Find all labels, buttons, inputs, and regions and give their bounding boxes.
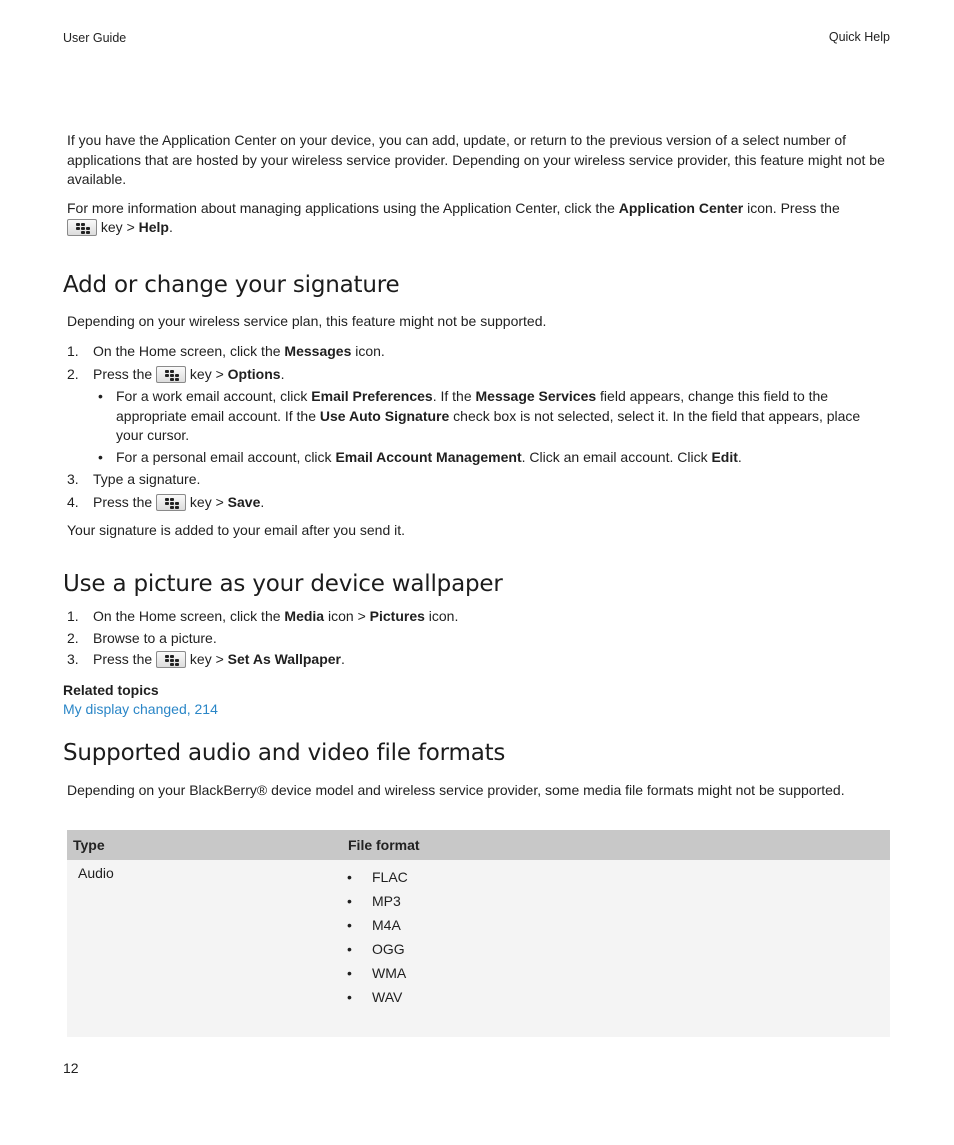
intro-help-paragraph: For more information about managing applications using the Application Center, click the Application Center icon. Press the key > Help. (67, 199, 840, 235)
page-number: 12 (63, 1060, 79, 1076)
column-header-type: Type (67, 830, 342, 860)
formats-note: Depending on your BlackBerry® device model and wireless service provider, some media file formats might not be supported. (67, 782, 845, 798)
save-label: Save (227, 493, 261, 510)
column-header-file-format: File format (342, 830, 890, 860)
signature-result: Your signature is added to your email after you send it. (67, 522, 406, 538)
list-item: • WMA (347, 965, 407, 981)
blackberry-menu-key-icon (156, 651, 186, 668)
format-cell (342, 860, 890, 1037)
set-as-wallpaper-label: Set As Wallpaper (227, 651, 341, 667)
application-center-label: Application Center (618, 199, 744, 216)
blackberry-menu-key-icon (67, 219, 97, 236)
list-item: • MP3 (347, 893, 401, 909)
signature-note: Depending on your wireless service plan, this feature might not be supported. (67, 313, 547, 329)
sub-bullet-item: • For a personal email account, click Email Account Management. Click an email account. Click Edit. (98, 448, 742, 465)
list-item: • WAV (347, 989, 403, 1005)
table-row (67, 860, 890, 1037)
intro-section (67, 131, 889, 238)
step-item: 1. On the Home screen, click the Messages icon. (67, 343, 385, 359)
step-item: 3. Press the key > Set As Wallpaper. (67, 651, 345, 667)
pictures-label: Pictures (369, 608, 425, 624)
related-topics-heading: Related topics (63, 682, 159, 698)
media-label: Media (284, 608, 325, 624)
messages-label: Messages (284, 343, 352, 359)
wallpaper-steps (67, 607, 889, 670)
step-item: 2. Press the key > Options. (67, 365, 285, 382)
formats-table (67, 830, 890, 1037)
wallpaper-section-title: Use a picture as your device wallpaper (63, 571, 503, 597)
intro-paragraph: If you have the Application Center on your device, you can add, update, or return to the previous version of a select number of applications that are hosted by your wireless service provider. Depending on your wireless service provider, this feature might not be available. (67, 132, 885, 187)
signature-steps (67, 342, 889, 512)
step-item: 4. Press the key > Save. (67, 493, 265, 510)
blackberry-menu-key-icon (156, 494, 186, 511)
blackberry-menu-key-icon (156, 366, 186, 383)
options-label: Options (227, 365, 281, 382)
running-header-right: Quick Help (828, 30, 890, 44)
table-header-row (67, 830, 890, 860)
list-item: • FLAC (347, 869, 408, 885)
sub-bullet-list (67, 387, 889, 467)
running-header-left: User Guide (63, 31, 127, 45)
sub-bullet-item: • For a work email account, click Email Preferences. If the Message Services field appears, change this field to the appropriate email account. If the Use Auto Signature check box is not selected, select it. In the field that appears, place your cursor. (98, 388, 861, 443)
step-item: 1. On the Home screen, click the Media icon > Pictures icon. (67, 608, 459, 624)
step-item: 3. Type a signature. (67, 471, 201, 487)
help-label: Help (138, 219, 169, 235)
list-item: • OGG (347, 941, 405, 957)
related-topic-link[interactable]: My display changed, 214 (63, 701, 218, 717)
signature-section-title: Add or change your signature (63, 272, 400, 298)
formats-section-title: Supported audio and video file formats (63, 740, 506, 766)
step-item: 2. Browse to a picture. (67, 629, 217, 646)
type-cell: Audio (67, 860, 342, 1037)
list-item: • M4A (347, 917, 401, 933)
